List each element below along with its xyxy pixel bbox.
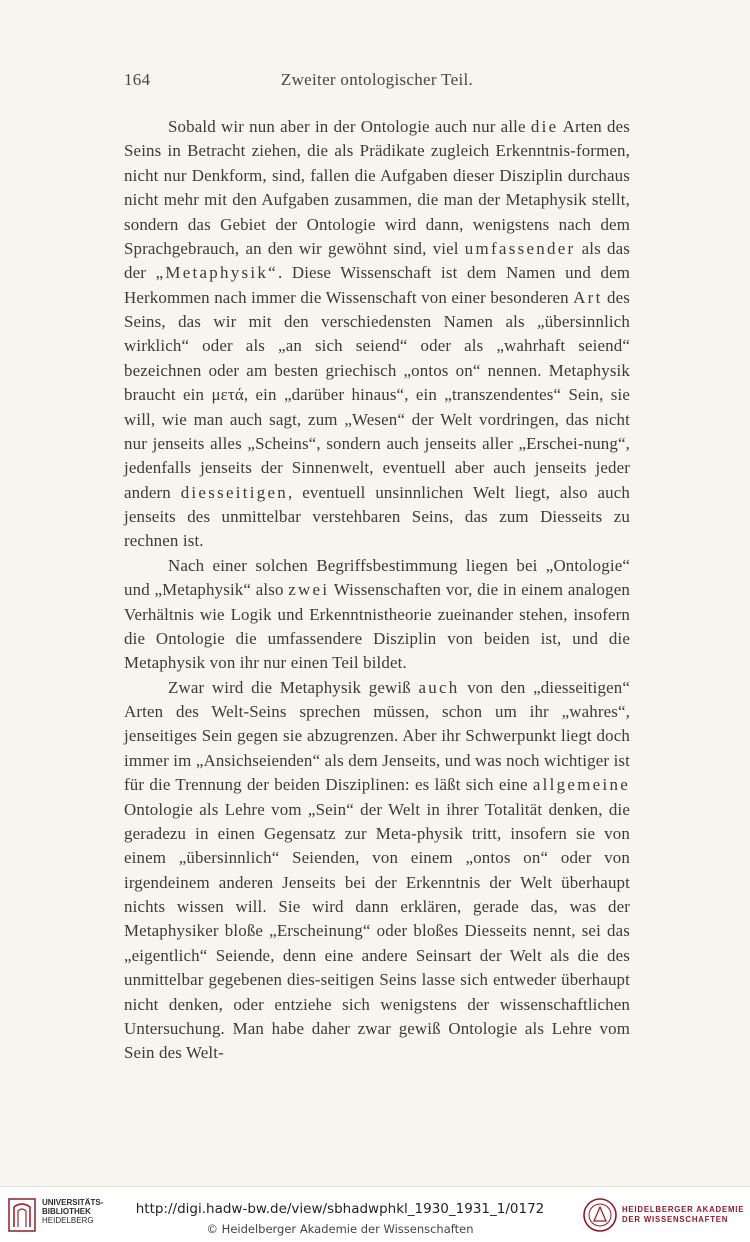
academy-name: HEIDELBERGER AKADEMIE DER WISSENSCHAFTEN: [622, 1205, 745, 1224]
viewer-footer: [0, 1186, 750, 1242]
academy-seal-icon: [582, 1195, 618, 1235]
paragraph-2: Nach einer solchen Begriffsbestimmung liegen bei „Ontologie“ und „Metaphysik“ also zwei Wissenschaften vor, die in einem analogen Verhältnis wie Logik und Erkenntnistheorie zueinander stehen, insofern die Ontologie die umfassendere Disziplin von beiden ist, und die Metaphysik von ihr nur einen Teil bildet.: [124, 555, 630, 673]
emphasis-auch: auch: [418, 677, 460, 697]
permalink-url[interactable]: http://digi.hadw-bw.de/view/sbhadwphkl_1930_1931_1/0172: [135, 1201, 545, 1217]
emphasis-zwei: zwei: [288, 580, 330, 600]
paragraph-1: Sobald wir nun aber in der Ontologie auch nur alle die Arten des Seins in Betracht ziehen, die als Prädikate zugleich Erkenntnis-formen, nicht nur Denkform, sind, fallen die Aufgaben dieser Disziplin durchaus nicht mehr mit den Aufgaben zusammen, die man der Metaphysik stellt, sondern das Gebiet der Ontologie wird dann, wenigstens nach dem Sprachgebrauch, an den wir gewöhnt sind, viel umfassender als das der „Metaphysik“. Diese Wissenschaft ist dem Namen und dem Herkommen nach immer die Wissenschaft von einer besonderen Art des Seins, das wir mit den verschiedensten Namen als „übersinnlich wirklich“ oder als „an sich seiend“ oder als „wahrhaft seiend“ bezeichnen oder am besten griechisch „ontos on“ nennen. Metaphysik braucht ein μετά, ein „darüber hinaus“, ein „transzendentes“ Sein, sie will, wie man auch sagt, zum „Wesen“ der Welt vordringen, das nicht nur jenseits alles „Scheins“, sondern auch jenseits aller „Erschei-nung“, jedenfalls jenseits der Sinnenwelt, eventuell aber auch jenseits jeder andern diesseitigen, eventuell unsinnlichen Welt liegt, also auch jenseits des unmittelbar verstehbaren Seins, das zum Diesseits zu rechnen ist.: [124, 117, 631, 551]
emphasis-metaphysik: „Metaphysik“: [155, 263, 278, 283]
paragraph-3: Zwar wird die Metaphysik gewiß auch von den „diesseitigen“ Arten des Welt-Seins sprechen müssen, schon um ihr „wahres“, jenseitiges Sein gegen sie abzugrenzen. Aber ihr Schwerpunkt liegt doch immer im „Ansichseienden“ als dem Jenseits, und was noch wichtiger ist für die Trennung der beiden Disziplinen: es läßt sich eine allgemeine Ontologie als Lehre vom „Sein“ der Welt in ihrer Totalität denken, die geradezu in einen Gegensatz zur Meta-physik tritt, insofern sie von einem „übersinnlich“ Seienden, von einem „ontos on“ oder von irgendeinem anderen Jenseits bei der Erkenntnis der Welt überhaupt nichts wissen will. Sie wird dann erklären, gerade das, was der Metaphysiker bloße „Erscheinung“ oder bloßes Diesseits nennt, sei das „eigentlich“ Seiende, denn eine andere Seinsart der Welt als die des unmittelbar gegebenen dies-seitigen Seins lasse sich entweder überhaupt nicht denken, oder entziehe sich wenigstens der wissenschaftlichen Untersuchung. Man habe daher zwar gewiß Ontologie als Lehre vom Sein des Welt-: [124, 677, 630, 1063]
page-number: 164: [124, 70, 151, 89]
page-header: [124, 70, 630, 94]
emphasis-allgemeine: allgemeine: [532, 775, 630, 795]
body-text: [124, 115, 630, 1066]
emphasis-diesseitigen: diesseitigen: [180, 482, 289, 502]
academy-logo[interactable]: [582, 1195, 747, 1235]
emphasis-umfassender: umfassender: [464, 238, 576, 258]
emphasis-die: die: [530, 117, 559, 136]
library-name: UNIVERSITÄTS- BIBLIOTHEK HEIDELBERG: [42, 1198, 104, 1225]
running-title: Zweiter ontologischer Teil.: [280, 70, 474, 89]
copyright-notice: © Heidelberger Akademie der Wissenschaften: [206, 1222, 474, 1236]
emphasis-art: Art: [573, 287, 603, 307]
